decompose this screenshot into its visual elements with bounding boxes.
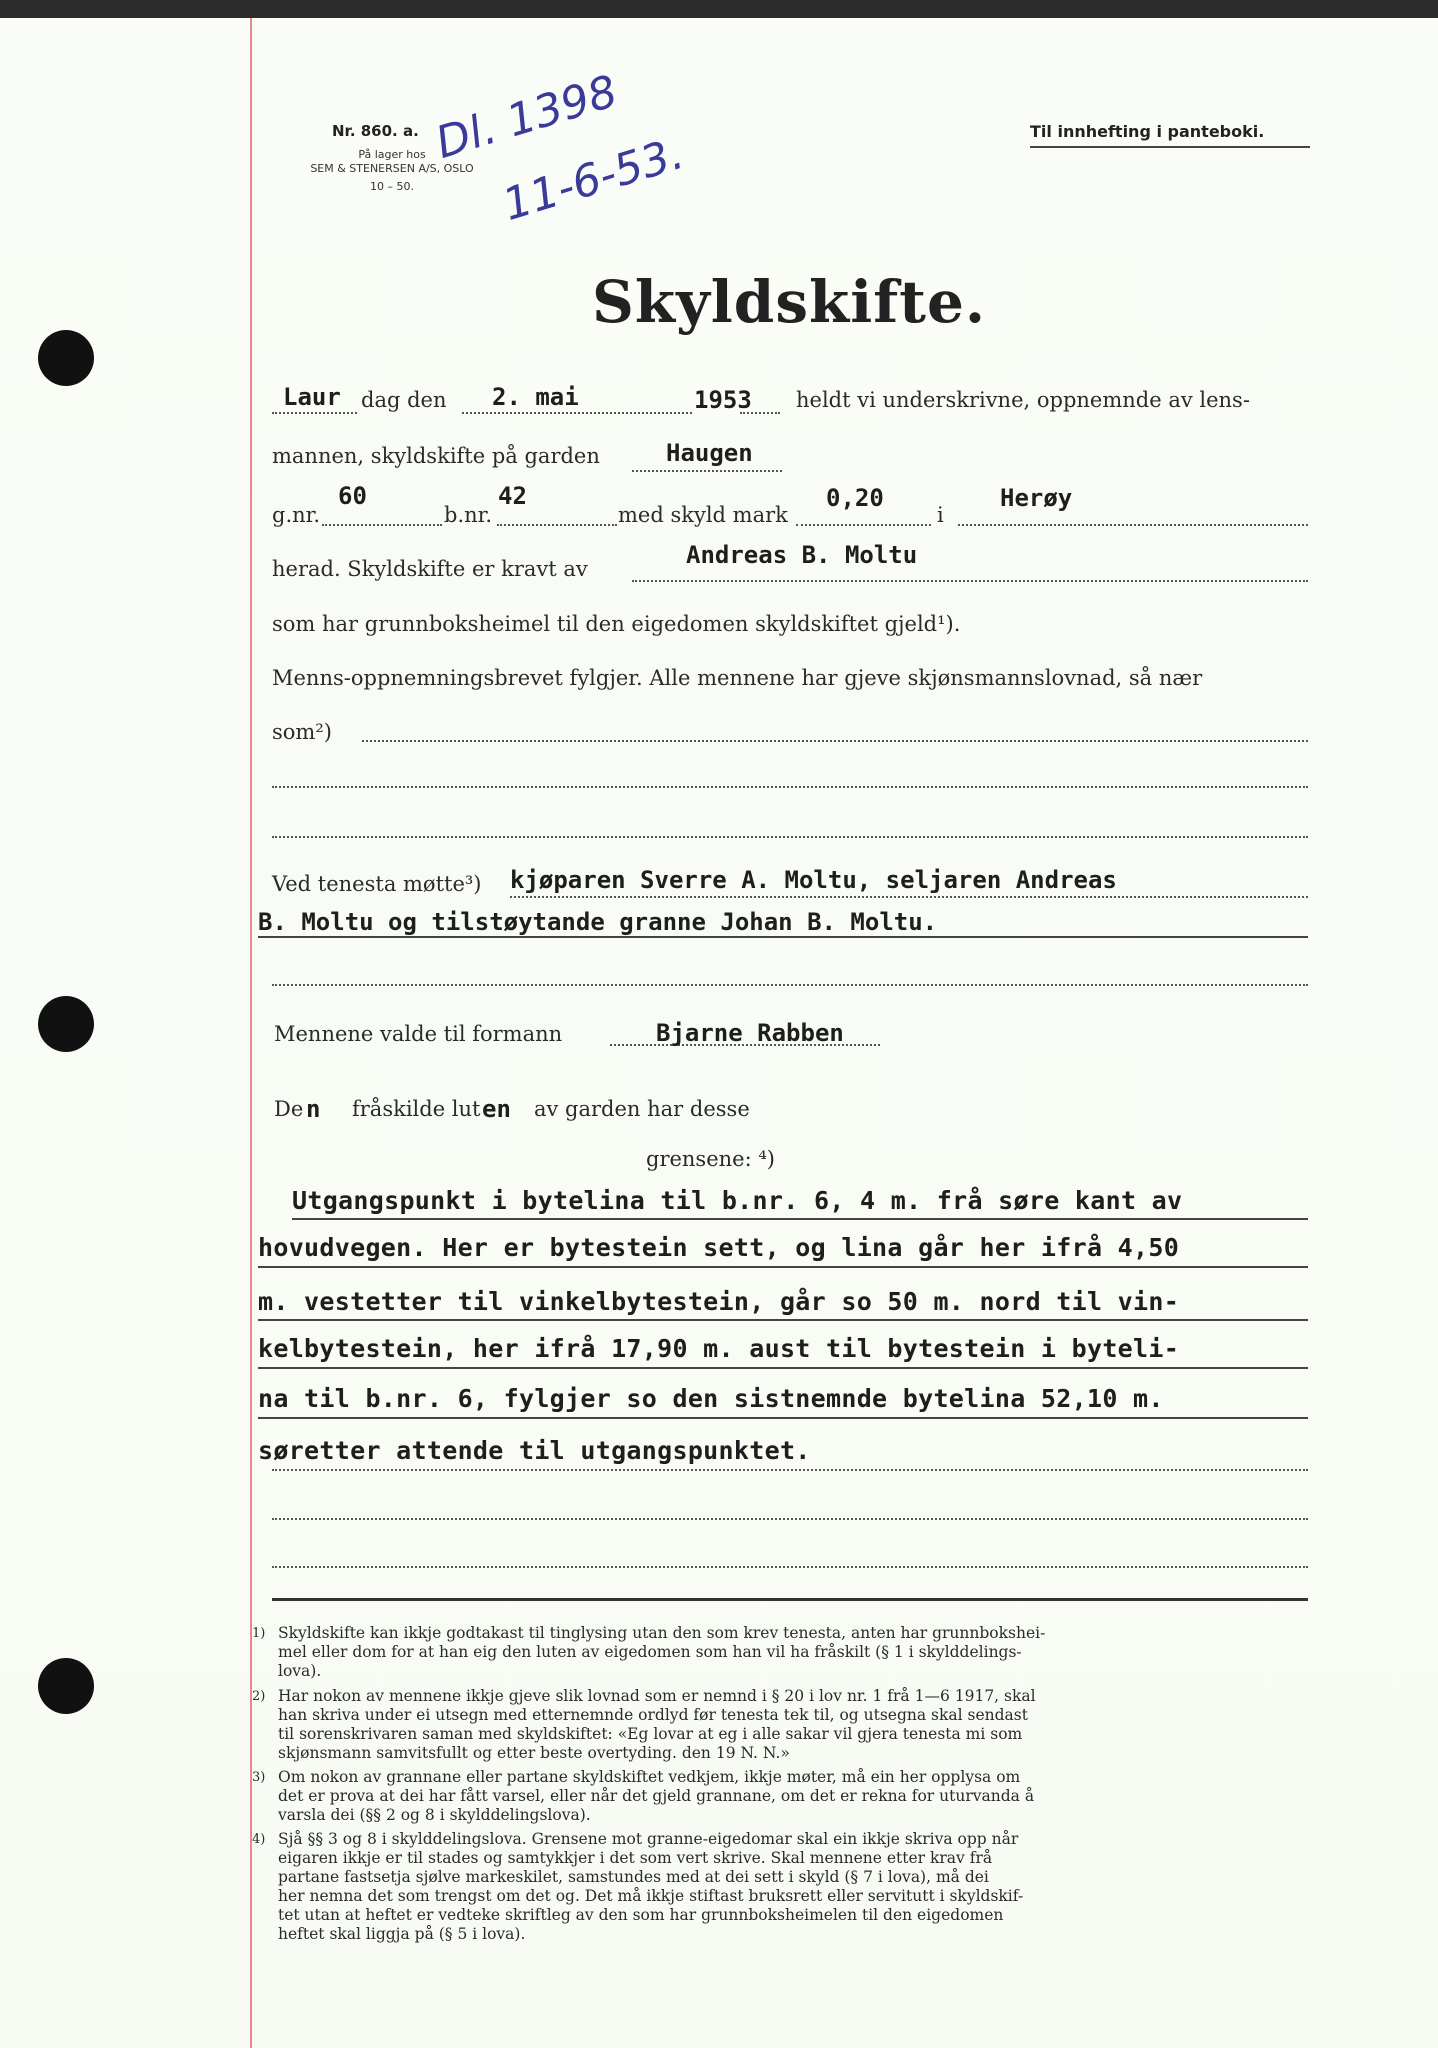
footnote-line: eigaren ikkje er til stades og samtykkjer i det som vert skrive. Skal mennene etter krav frå — [278, 1849, 993, 1867]
dag-den-label: dag den — [361, 388, 447, 412]
footnote-line: Har nokon av mennene ikkje gjeve slik lovnad som er nemnd i § 20 i lov nr. 1 frå 1—6 1917, skal — [278, 1687, 1036, 1705]
bnr-label: b.nr. — [444, 503, 493, 527]
grensene-label: grensene: ⁴) — [646, 1147, 775, 1171]
footnote-line: varsla dei (§§ 2 og 8 i skylddelingslova). — [278, 1806, 591, 1824]
footnote-number: 1) — [252, 1626, 266, 1641]
fill-line — [258, 1266, 1308, 1268]
fill-line — [632, 580, 1308, 582]
footnote-line: her nemna det som trengst om det og. Det må ikkje stiftast bruksrett eller servitutt i skyldskif- — [278, 1887, 1024, 1905]
boundary-line: m. vestetter til vinkelbytestein, går so 50 m. nord til vin- — [258, 1287, 1180, 1316]
fill-line — [258, 1319, 1308, 1321]
fill-line — [796, 524, 931, 526]
farm-value: Haugen — [666, 439, 753, 467]
fill-line — [272, 836, 1308, 838]
fill-line — [740, 412, 780, 414]
bnr-value: 42 — [498, 482, 527, 510]
ved-line: kjøparen Sverre A. Moltu, seljaren Andreas — [510, 866, 1117, 894]
held-text: heldt vi underskrivne, oppnemnde av lens- — [796, 388, 1250, 412]
footnote-line: skjønsmann samvitsfullt og etter beste overtyding. den 19 N. N.» — [278, 1744, 790, 1762]
footnote — [252, 1768, 1318, 1825]
fill-line — [362, 740, 1308, 742]
boundary-line: hovudvegen. Her er bytestein sett, og lina går her ifrå 4,50 — [258, 1233, 1180, 1262]
handwritten-reference: Dl. 1398 — [430, 65, 623, 169]
boundary-line: Utgangspunkt i bytelina til b.nr. 6, 4 m. frå søre kant av — [292, 1186, 1183, 1215]
gnr-value: 60 — [338, 482, 367, 510]
fill-line — [258, 1417, 1308, 1419]
fraskilde-label: fråskilde lut — [352, 1097, 481, 1121]
footnote-rule — [272, 1598, 1308, 1601]
footnote-line: til sorenskrivaren saman med skyldskiftet: «Eg lovar at eg i alle sakar vil gjera tenesta mi som — [278, 1725, 1023, 1743]
date-value: 2. mai — [492, 383, 579, 411]
skyld-label: med skyld mark — [618, 503, 788, 527]
scan-top-edge — [0, 0, 1438, 18]
day-value: Laur — [283, 383, 341, 411]
requester-value: Andreas B. Moltu — [686, 541, 918, 569]
footnote-line: mel eller dom for at han eig den luten av eigedomen som han vil ha fråskilt (§ 1 i skylddelings- — [278, 1643, 1022, 1661]
grunnbok-text: som har grunnboksheimel til den eigedomen skyldskiftet gjeld¹). — [272, 612, 961, 636]
right-note: Til innhefting i panteboki. — [1030, 122, 1265, 141]
footnote-line: lova). — [278, 1662, 322, 1680]
right-note-underline — [1030, 146, 1310, 148]
publisher-line: På lager hos — [358, 148, 426, 161]
boundary-line: søretter attende til utgangspunktet. — [258, 1436, 811, 1465]
fill-line — [272, 984, 1308, 986]
mannen-text: mannen, skyldskifte på garden — [272, 444, 600, 468]
menns-text: Menns-oppnemningsbrevet fylgjer. Alle mennene har gjeve skjønsmannslovnad, så nær — [272, 666, 1203, 690]
page-title: Skyldskifte. — [592, 268, 987, 336]
som-text: som²) — [272, 720, 332, 744]
footnote-number: 4) — [252, 1832, 266, 1847]
av-garden-label: av garden har desse — [534, 1097, 750, 1121]
footnote-number: 3) — [252, 1770, 266, 1785]
fill-line — [462, 412, 692, 414]
form-number: Nr. 860. a. — [332, 122, 419, 140]
fill-line — [958, 524, 1308, 526]
punch-hole — [38, 330, 94, 386]
fill-line — [497, 524, 617, 526]
punch-hole — [38, 996, 94, 1052]
punch-hole — [38, 1658, 94, 1714]
footnote-line: partane fastsetja sjølve markeskilet, samstundes med at dei sett i skyld (§ 7 i lova), må dei — [278, 1868, 989, 1886]
fill-line — [322, 524, 442, 526]
boundary-line: na til b.nr. 6, fylgjer so den sistnemnde bytelina 52,10 m. — [258, 1384, 1164, 1413]
herad-value: Herøy — [1000, 484, 1073, 512]
footnote-line: han skriva under ei utsegn med etternemnde ordlyd før tenesta tek til, og utsegna skal sendast — [278, 1706, 1028, 1724]
footnote-line: det er prova at dei har fått varsel, eller når det gjeld grannane, om det er rekna for uturvanda å — [278, 1787, 1035, 1805]
fill-line — [272, 786, 1308, 788]
skyld-value: 0,20 — [826, 484, 884, 512]
footnote-line: tet utan at heftet er vedteke skriftleg av den som har grunnboksheimelen til den eigedomen — [278, 1906, 1004, 1924]
margin-line — [250, 18, 252, 2048]
footnote-line: Sjå §§ 3 og 8 i skylddelingslova. Grensene mot granne-eigedomar skal ein ikkje skriva opp når — [278, 1830, 1019, 1848]
footnote — [252, 1830, 1318, 1944]
den-label: De — [274, 1097, 304, 1121]
handwritten-date: 11-6-53. — [497, 127, 690, 231]
fill-line — [272, 1469, 1308, 1471]
footnote-number: 2) — [252, 1689, 266, 1704]
footnote-line: Skyldskifte kan ikkje godtakast til tinglysing utan den som krev tenesta, anten har grunnbokshei- — [278, 1624, 1046, 1642]
herad-text: herad. Skyldskifte er kravt av — [272, 557, 588, 581]
fill-line — [258, 936, 1308, 938]
fill-line — [510, 896, 1308, 898]
publisher-line: SEM & STENERSEN A/S, OSLO — [310, 162, 474, 175]
i-label: i — [937, 503, 944, 527]
fill-line — [632, 470, 782, 472]
ved-label: Ved tenesta møtte³) — [272, 872, 482, 896]
boundary-line: kelbytestein, her ifrå 17,90 m. aust til bytestein i byteli- — [258, 1334, 1180, 1363]
fill-line — [272, 1566, 1308, 1568]
footnote — [252, 1624, 1318, 1681]
ved-line: B. Moltu og tilstøytande granne Johan B. Moltu. — [258, 908, 938, 936]
publisher-line: 10 – 50. — [370, 180, 414, 193]
footnote-line: Om nokon av grannane eller partane skyldskiftet vedkjem, ikkje møter, må ein her opplysa om — [278, 1768, 1021, 1786]
formann-label: Mennene valde til formann — [274, 1022, 563, 1046]
footnote — [252, 1687, 1318, 1763]
den-suffix: n — [306, 1095, 321, 1123]
fill-line — [258, 1367, 1308, 1369]
fill-line — [292, 1218, 1308, 1220]
footnote-line: heftet skal liggja på (§ 5 i lova). — [278, 1925, 526, 1943]
fill-line — [272, 1518, 1308, 1520]
luten-suffix: en — [482, 1095, 511, 1123]
formann-value: Bjarne Rabben — [656, 1019, 844, 1047]
gnr-label: g.nr. — [272, 503, 321, 527]
year-value: 1953 — [694, 386, 752, 414]
fill-line — [272, 412, 357, 414]
